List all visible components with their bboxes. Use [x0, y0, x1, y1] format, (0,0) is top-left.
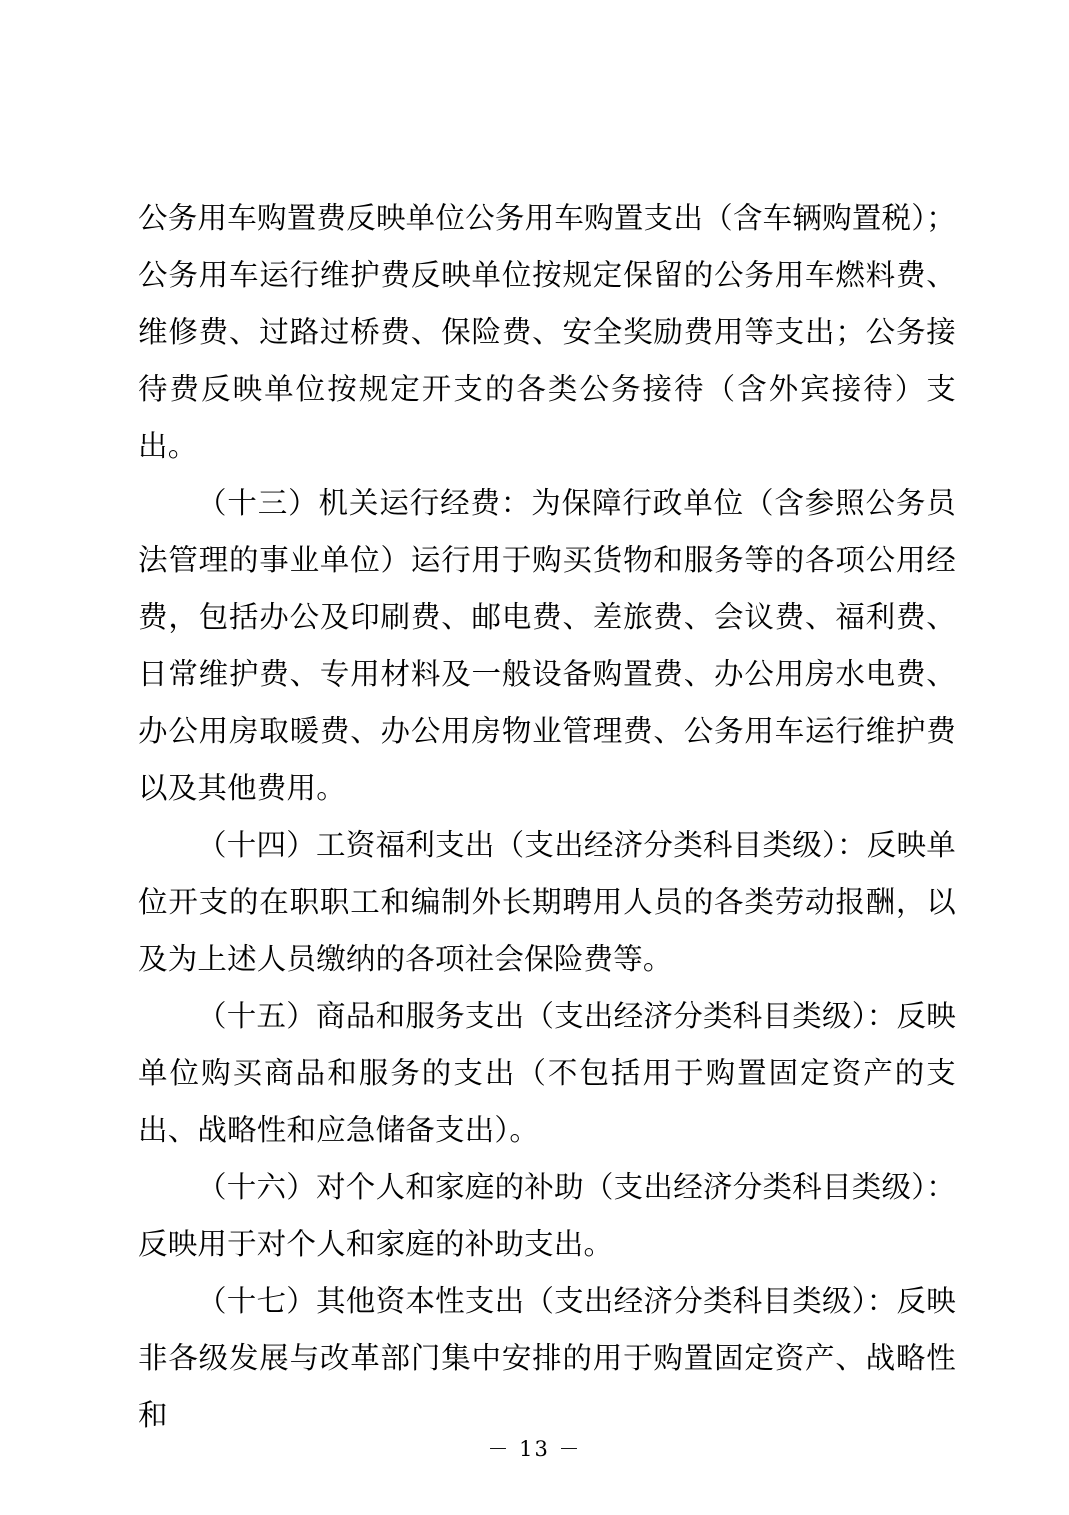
paragraph-item-13: （十三）机关运行经费：为保障行政单位（含参照公务员法管理的事业单位）运行用于购买货物和服务等的各项公用经费，包括办公及印刷费、邮电费、差旅费、会议费、福利费、日常维护费、专用材料及一般设备购置费、办公用房水电费、办公用房取暖费、办公用房物业管理费、公务用车运行维护费以及其他费用。 [138, 486, 956, 805]
paragraph-item-16: （十六）对个人和家庭的补助（支出经济分类科目类级）：反映用于对个人和家庭的补助支出。 [138, 1170, 956, 1261]
page-number: － 13 － [487, 1437, 582, 1461]
document-body [138, 190, 956, 1444]
paragraph-item-14: （十四）工资福利支出（支出经济分类科目类级）：反映单位开支的在职职工和编制外长期聘用人员的各类劳动报酬，以及为上述人员缴纳的各项社会保险费等。 [138, 828, 956, 976]
paragraph-item-15: （十五）商品和服务支出（支出经济分类科目类级）：反映单位购买商品和服务的支出（不包括用于购置固定资产的支出、战略性和应急储备支出）。 [138, 999, 956, 1147]
paragraph-gongwu-yongche: 公务用车购置费反映单位公务用车购置支出（含车辆购置税）；公务用车运行维护费反映单位按规定保留的公务用车燃料费、维修费、过路过桥费、保险费、安全奖励费用等支出；公务接待费反映单位按规定开支的各类公务接待（含外宾接待）支出。 [138, 201, 956, 463]
paragraph-item-17: （十七）其他资本性支出（支出经济分类科目类级）：反映非各级发展与改革部门集中安排的用于购置固定资产、战略性和 [138, 1284, 956, 1432]
